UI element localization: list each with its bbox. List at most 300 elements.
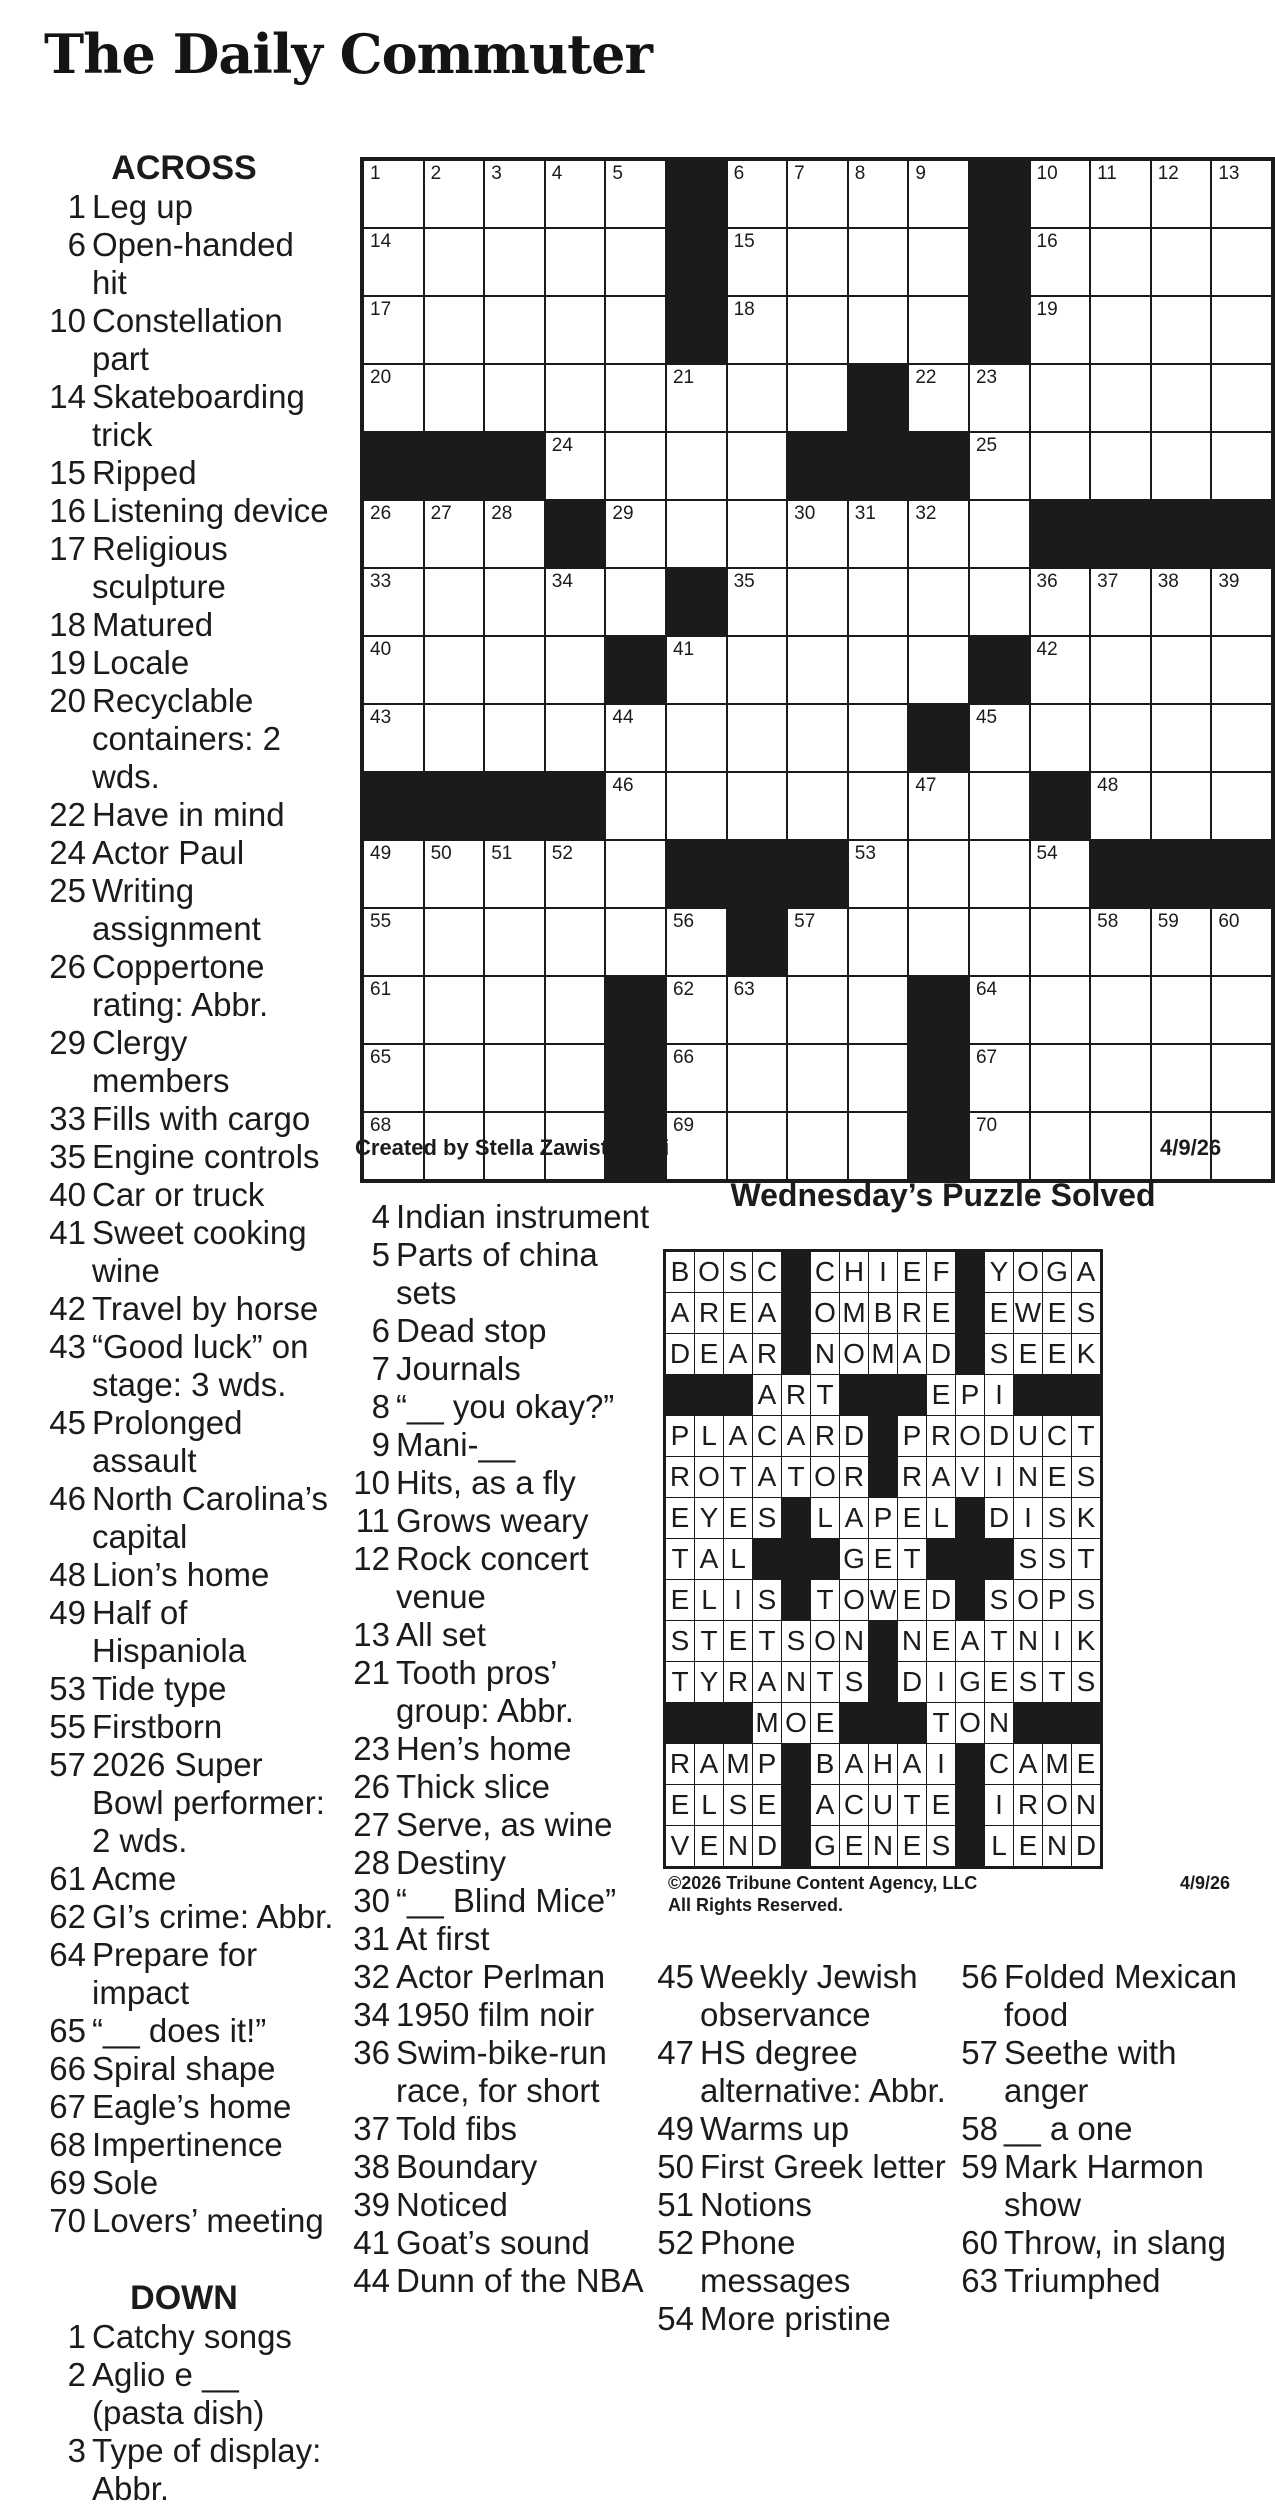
black-square xyxy=(362,772,424,840)
clue-text: “__ does it!” xyxy=(92,2012,267,2049)
grid-cell xyxy=(362,976,424,1044)
grid-cell xyxy=(727,432,788,500)
solution-black-square xyxy=(782,1744,811,1785)
clue-down-clues-col2-44 xyxy=(350,2262,650,2300)
across-clues xyxy=(34,148,334,2508)
solution-black-square xyxy=(665,1703,695,1744)
solution-letter: S xyxy=(1043,1498,1072,1539)
grid-cell xyxy=(1090,704,1151,772)
grid-cell xyxy=(908,228,969,296)
solution-black-square xyxy=(956,1539,985,1580)
clue-across-clues-65 xyxy=(34,2012,334,2050)
clue-number: 70 xyxy=(49,2202,86,2239)
clue-number: 46 xyxy=(49,1480,86,1517)
clue-number: 10 xyxy=(49,302,86,339)
grid-cell xyxy=(1030,840,1091,908)
solution-letter: E xyxy=(724,1293,753,1334)
cell-number: 43 xyxy=(370,707,392,728)
clue-across-clues-67 xyxy=(34,2088,334,2126)
solution-letter: L xyxy=(695,1580,724,1621)
cell-number: 68 xyxy=(370,1115,392,1136)
solution-letter: C xyxy=(753,1251,782,1293)
solution-letter: Y xyxy=(695,1498,724,1539)
clue-number: 18 xyxy=(49,606,86,643)
solution-letter: C xyxy=(811,1251,840,1293)
grid-cell xyxy=(484,364,545,432)
black-square xyxy=(1090,500,1151,568)
grid-cell xyxy=(1211,432,1273,500)
clue-number: 49 xyxy=(657,2110,694,2147)
solution-letter: P xyxy=(869,1498,898,1539)
grid-cell xyxy=(424,1044,485,1112)
black-square xyxy=(362,432,424,500)
clue-number: 45 xyxy=(657,1958,694,1995)
solution-letter: L xyxy=(927,1498,956,1539)
clue-number: 8 xyxy=(371,1388,390,1425)
cell-number: 1 xyxy=(370,163,381,184)
clue-text: Goat’s sound xyxy=(396,2224,590,2261)
solution-black-square xyxy=(869,1662,898,1703)
solution-letter: R xyxy=(695,1293,724,1334)
grid-cell xyxy=(848,296,909,364)
solution-letter: C xyxy=(753,1416,782,1457)
cell-number: 50 xyxy=(430,843,452,864)
solution-letter: D xyxy=(985,1498,1014,1539)
solution-letter: S xyxy=(1043,1539,1072,1580)
solution-letter: O xyxy=(811,1293,840,1334)
grid-cell xyxy=(424,976,485,1044)
clue-text: Lovers’ meeting xyxy=(92,2202,324,2239)
grid-cell xyxy=(484,500,545,568)
grid-cell xyxy=(969,1112,1030,1181)
solution-letter: I xyxy=(1014,1498,1043,1539)
grid-cell xyxy=(362,568,424,636)
grid-cell xyxy=(424,568,485,636)
black-square xyxy=(424,432,485,500)
grid-cell xyxy=(1211,159,1273,228)
grid-cell xyxy=(424,228,485,296)
clue-number: 11 xyxy=(355,1502,390,1539)
solution-letter: D xyxy=(753,1826,782,1868)
clue-text: Type of display: Abbr. xyxy=(92,2432,322,2507)
solution-black-square xyxy=(956,1293,985,1334)
grid-cell xyxy=(969,1044,1030,1112)
grid-cell xyxy=(666,976,727,1044)
solution-black-square xyxy=(898,1375,927,1416)
solution-letter: G xyxy=(1043,1251,1072,1293)
grid-cell xyxy=(545,228,606,296)
clue-number: 51 xyxy=(657,2186,694,2223)
solution-letter: O xyxy=(840,1334,869,1375)
grid-cell xyxy=(848,840,909,908)
grid-cell xyxy=(1090,976,1151,1044)
cell-number: 15 xyxy=(733,231,755,252)
solution-letter: N xyxy=(840,1621,869,1662)
solution-black-square xyxy=(869,1703,898,1744)
solution-letter: A xyxy=(724,1334,753,1375)
grid-cell xyxy=(1211,228,1273,296)
clue-text: Mani-__ xyxy=(396,1426,516,1463)
cell-number: 3 xyxy=(491,163,502,184)
solution-letter: B xyxy=(869,1293,898,1334)
clue-number: 45 xyxy=(49,1404,86,1441)
grid-cell xyxy=(605,704,666,772)
grid-cell xyxy=(848,636,909,704)
black-square xyxy=(969,636,1030,704)
clue-number: 16 xyxy=(49,492,86,529)
clue-down-clues-col3-51 xyxy=(652,2186,952,2224)
grid-cell xyxy=(848,1044,909,1112)
clue-down-clues-col2-23 xyxy=(350,1730,650,1768)
solution-letter: A xyxy=(898,1744,927,1785)
solution-letter: M xyxy=(753,1703,782,1744)
solution-letter: I xyxy=(1043,1621,1072,1662)
grid-cell xyxy=(362,228,424,296)
grid-cell xyxy=(908,364,969,432)
clue-number: 10 xyxy=(353,1464,390,1501)
solution-letter: O xyxy=(695,1457,724,1498)
solution-letter: E xyxy=(665,1498,695,1539)
grid-cell xyxy=(727,364,788,432)
clue-number: 32 xyxy=(353,1958,390,1995)
solution-letter: T xyxy=(782,1457,811,1498)
solution-letter: S xyxy=(1072,1662,1102,1703)
grid-cell xyxy=(1211,976,1273,1044)
grid-cell xyxy=(969,432,1030,500)
puzzle-credit: Created by Stella Zawistowski xyxy=(355,1135,670,1160)
grid-cell xyxy=(1030,364,1091,432)
grid-cell xyxy=(1090,432,1151,500)
grid-cell xyxy=(1090,1112,1151,1181)
cell-number: 33 xyxy=(370,571,392,592)
clue-number: 22 xyxy=(49,796,86,833)
solution-letter: R xyxy=(811,1416,840,1457)
grid-cell xyxy=(727,772,788,840)
cell-number: 49 xyxy=(370,843,392,864)
solution-black-square xyxy=(782,1251,811,1293)
solution-letter: S xyxy=(840,1662,869,1703)
clue-text: Half of Hispaniola xyxy=(92,1594,247,1669)
grid-cell xyxy=(787,159,848,228)
solution-letter: T xyxy=(753,1621,782,1662)
solution-letter: R xyxy=(927,1416,956,1457)
grid-cell xyxy=(1090,364,1151,432)
solution-letter: V xyxy=(665,1826,695,1868)
solution-letter: A xyxy=(956,1621,985,1662)
grid-cell xyxy=(727,704,788,772)
grid-cell xyxy=(484,636,545,704)
down-clues-col4 xyxy=(956,1958,1256,2300)
clue-down-clues-col1-2 xyxy=(34,2356,334,2432)
solution-letter: T xyxy=(665,1662,695,1703)
grid-cell xyxy=(1030,908,1091,976)
clue-down-clues-col2-5 xyxy=(350,1236,650,1312)
solution-letter: P xyxy=(956,1375,985,1416)
black-square xyxy=(908,704,969,772)
clue-number: 35 xyxy=(49,1138,86,1175)
solution-black-square xyxy=(927,1539,956,1580)
grid-cell xyxy=(1030,159,1091,228)
grid-cell xyxy=(545,908,606,976)
solution-letter: E xyxy=(724,1621,753,1662)
clue-across-clues-70 xyxy=(34,2202,334,2240)
black-square xyxy=(424,772,485,840)
solution-black-square xyxy=(811,1539,840,1580)
clue-number: 47 xyxy=(657,2034,694,2071)
solution-black-square xyxy=(1043,1703,1072,1744)
solution-letter: D xyxy=(927,1580,956,1621)
solution-letter: E xyxy=(927,1621,956,1662)
clue-number: 57 xyxy=(961,2034,998,2071)
solution-letter: I xyxy=(724,1580,753,1621)
clue-text: Serve, as wine xyxy=(396,1806,613,1843)
grid-cell xyxy=(362,296,424,364)
clue-number: 20 xyxy=(49,682,86,719)
solution-letter: D xyxy=(840,1416,869,1457)
grid-cell xyxy=(787,296,848,364)
grid-cell xyxy=(484,840,545,908)
solution-letter: M xyxy=(1043,1744,1072,1785)
solution-letter: E xyxy=(753,1785,782,1826)
cell-number: 18 xyxy=(733,299,755,320)
grid-cell xyxy=(484,228,545,296)
solution-letter: A xyxy=(695,1744,724,1785)
grid-cell xyxy=(545,432,606,500)
solution-letter: D xyxy=(1072,1826,1102,1868)
solution-letter: E xyxy=(1043,1334,1072,1375)
solution-black-square xyxy=(869,1416,898,1457)
clue-down-clues-col4-56 xyxy=(956,1958,1256,2034)
solution-letter: G xyxy=(956,1662,985,1703)
clue-text: HS degree alternative: Abbr. xyxy=(700,2034,946,2109)
solution-black-square xyxy=(956,1744,985,1785)
grid-cell xyxy=(727,568,788,636)
solution-letter: P xyxy=(753,1744,782,1785)
grid-cell xyxy=(908,908,969,976)
solution-black-square xyxy=(665,1375,695,1416)
grid-cell xyxy=(1151,908,1212,976)
clue-down-clues-col2-21 xyxy=(350,1654,650,1730)
clue-text: Spiral shape xyxy=(92,2050,276,2087)
solution-letter: A xyxy=(782,1416,811,1457)
clue-number: 31 xyxy=(353,1920,390,1957)
solution-letter: E xyxy=(665,1785,695,1826)
cell-number: 21 xyxy=(672,367,695,388)
clue-down-clues-col2-10 xyxy=(350,1464,650,1502)
clue-across-clues-46 xyxy=(34,1480,334,1556)
black-square xyxy=(1211,500,1273,568)
solution-letter: A xyxy=(811,1785,840,1826)
solution-black-square xyxy=(840,1375,869,1416)
cell-number: 19 xyxy=(1036,299,1058,320)
solution-letter: W xyxy=(1014,1293,1043,1334)
solution-letter: I xyxy=(985,1785,1014,1826)
grid-cell xyxy=(545,704,606,772)
solution-black-square xyxy=(869,1375,898,1416)
grid-cell xyxy=(605,228,666,296)
clue-text: Dead stop xyxy=(396,1312,547,1349)
clue-number: 40 xyxy=(49,1176,86,1213)
clue-number: 26 xyxy=(353,1768,390,1805)
down-heading: DOWN xyxy=(130,2279,238,2317)
black-square xyxy=(848,364,909,432)
grid-cell xyxy=(605,840,666,908)
black-square xyxy=(484,772,545,840)
solution-letter: R xyxy=(665,1744,695,1785)
cell-number: 41 xyxy=(672,639,695,660)
clue-across-clues-29 xyxy=(34,1024,334,1100)
black-square xyxy=(969,228,1030,296)
black-square xyxy=(666,228,727,296)
clue-down-clues-col2-39 xyxy=(350,2186,650,2224)
solution-letter: N xyxy=(869,1826,898,1868)
clue-number: 64 xyxy=(49,1936,86,1973)
cell-number: 51 xyxy=(491,843,513,864)
clue-text: First Greek letter xyxy=(700,2148,946,2185)
solution-letter: S xyxy=(724,1251,753,1293)
clue-text: Ripped xyxy=(92,454,197,491)
clue-number: 37 xyxy=(353,2110,390,2147)
grid-cell xyxy=(787,568,848,636)
grid-cell xyxy=(1211,772,1273,840)
cell-number: 24 xyxy=(551,435,573,456)
solution-letter: T xyxy=(985,1621,1014,1662)
solution-letter: I xyxy=(927,1744,956,1785)
cell-number: 2 xyxy=(430,163,442,184)
solution-letter: E xyxy=(927,1785,956,1826)
clue-across-clues-62 xyxy=(34,1898,334,1936)
clue-number: 39 xyxy=(353,2186,390,2223)
solution-letter: O xyxy=(956,1416,985,1457)
solution-letter: A xyxy=(840,1498,869,1539)
grid-cell xyxy=(787,908,848,976)
clue-number: 21 xyxy=(353,1654,390,1691)
grid-cell xyxy=(545,840,606,908)
clue-across-clues-6 xyxy=(34,226,334,302)
solution-black-square xyxy=(956,1334,985,1375)
cell-number: 38 xyxy=(1157,571,1179,592)
solution-letter: S xyxy=(724,1785,753,1826)
clue-text: Swim-bike-run race, for short xyxy=(396,2034,607,2109)
cell-number: 8 xyxy=(854,163,866,184)
clue-number: 61 xyxy=(49,1860,86,1897)
cell-number: 29 xyxy=(612,503,634,524)
solution-letter: N xyxy=(898,1621,927,1662)
solution-letter: K xyxy=(1072,1498,1102,1539)
solution-letter: U xyxy=(1014,1416,1043,1457)
clue-down-clues-col3-47 xyxy=(652,2034,952,2110)
grid-cell xyxy=(1211,296,1273,364)
grid-cell xyxy=(1090,568,1151,636)
clue-down-clues-col2-30 xyxy=(350,1882,650,1920)
clue-number: 36 xyxy=(353,2034,390,2071)
cell-number: 22 xyxy=(915,367,937,388)
clue-number: 6 xyxy=(67,226,86,263)
clue-down-clues-col4-57 xyxy=(956,2034,1256,2110)
grid-cell xyxy=(848,228,909,296)
clue-across-clues-61 xyxy=(34,1860,334,1898)
cell-number: 44 xyxy=(612,707,634,728)
grid-cell xyxy=(908,636,969,704)
grid-cell xyxy=(1030,296,1091,364)
clue-number: 69 xyxy=(49,2164,86,2201)
solution-letter: D xyxy=(927,1334,956,1375)
clue-text: Listening device xyxy=(92,492,329,529)
clue-text: Fills with cargo xyxy=(92,1100,311,1137)
clue-text: “Good luck” on stage: 3 wds. xyxy=(92,1328,309,1403)
clue-number: 23 xyxy=(353,1730,390,1767)
clue-across-clues-18 xyxy=(34,606,334,644)
cell-number: 54 xyxy=(1036,843,1058,864)
clue-down-clues-col4-63 xyxy=(956,2262,1256,2300)
solution-letter: A xyxy=(753,1293,782,1334)
grid-cell xyxy=(1151,976,1212,1044)
cell-number: 28 xyxy=(491,503,513,524)
grid-cell xyxy=(1090,1044,1151,1112)
solution-letter: E xyxy=(840,1826,869,1868)
cell-number: 53 xyxy=(854,843,876,864)
grid-cell xyxy=(484,704,545,772)
solution-letter: W xyxy=(869,1580,898,1621)
cell-number: 55 xyxy=(370,911,392,932)
clue-across-clues-53 xyxy=(34,1670,334,1708)
solution-letter: A xyxy=(724,1416,753,1457)
clue-across-clues-20 xyxy=(34,682,334,796)
clue-text: GI’s crime: Abbr. xyxy=(92,1898,334,1935)
cell-number: 47 xyxy=(915,775,937,796)
clue-down-clues-col4-58 xyxy=(956,2110,1256,2148)
clue-across-clues-43 xyxy=(34,1328,334,1404)
grid-cell xyxy=(424,500,485,568)
grid-cell xyxy=(1151,159,1212,228)
solution-letter: E xyxy=(898,1826,927,1868)
clue-text: Matured xyxy=(92,606,214,643)
grid-cell xyxy=(848,908,909,976)
clue-text: Phone messages xyxy=(700,2224,851,2299)
solution-letter: R xyxy=(724,1662,753,1703)
grid-cell xyxy=(1030,976,1091,1044)
clue-text: Hits, as a fly xyxy=(396,1464,576,1501)
grid-cell xyxy=(1030,636,1091,704)
cell-number: 37 xyxy=(1097,571,1119,592)
clue-number: 29 xyxy=(49,1024,86,1061)
solution-letter: E xyxy=(695,1826,724,1868)
clue-number: 62 xyxy=(49,1898,86,1935)
clue-text: All set xyxy=(396,1616,486,1653)
grid-cell xyxy=(787,1112,848,1181)
grid-cell xyxy=(1090,636,1151,704)
black-square xyxy=(848,432,909,500)
clue-number: 42 xyxy=(49,1290,86,1327)
clue-text: Writing assignment xyxy=(92,872,261,947)
solution-letter: T xyxy=(1072,1416,1102,1457)
black-square xyxy=(787,840,848,908)
clue-number: 30 xyxy=(353,1882,390,1919)
cell-number: 23 xyxy=(975,367,998,388)
clue-text: Tooth pros’ group: Abbr. xyxy=(396,1654,574,1729)
grid-cell xyxy=(1151,364,1212,432)
grid-cell xyxy=(484,296,545,364)
grid-cell xyxy=(605,908,666,976)
grid-cell xyxy=(484,159,545,228)
solution-black-square xyxy=(1014,1703,1043,1744)
clue-text: Rock concert venue xyxy=(396,1540,589,1615)
solution-letter: E xyxy=(898,1580,927,1621)
grid-cell xyxy=(969,500,1030,568)
grid-cell xyxy=(969,704,1030,772)
copyright-date: 4/9/26 xyxy=(1180,1873,1231,1893)
solution-letter: I xyxy=(927,1662,956,1703)
